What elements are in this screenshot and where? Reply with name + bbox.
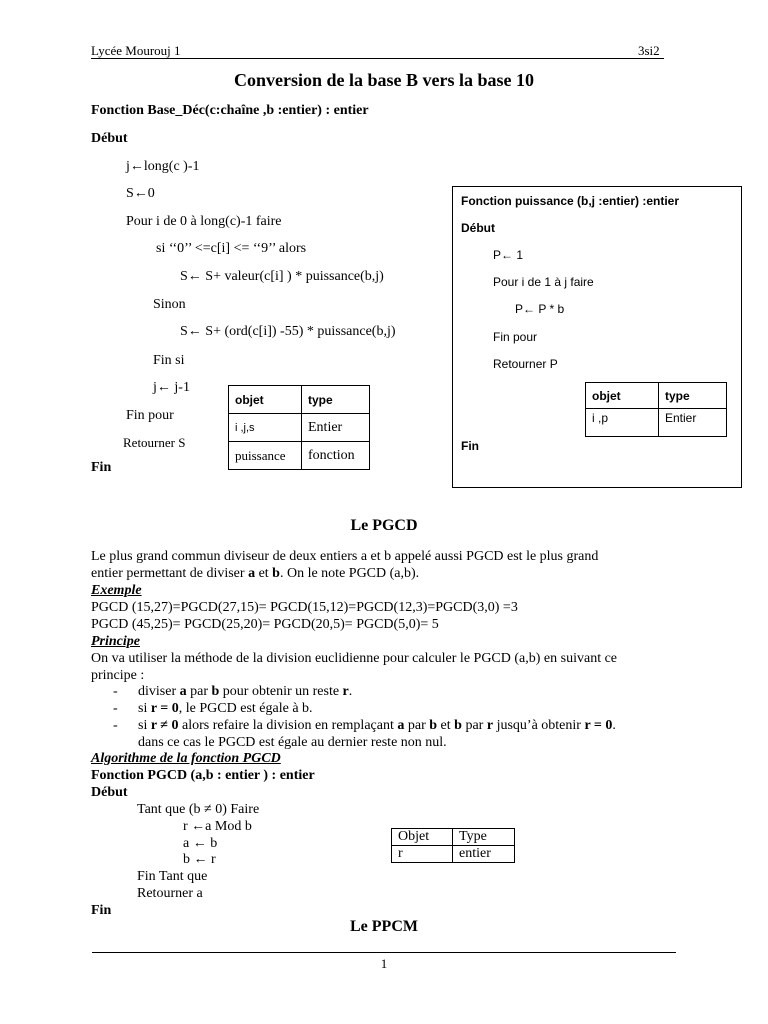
bullet-dash: - <box>113 718 118 733</box>
table-cell: i ,p <box>586 409 659 437</box>
footer-rule <box>92 952 676 953</box>
header-class: 3si2 <box>638 43 660 58</box>
page-number: 1 <box>380 956 388 971</box>
exemple-label: Exemple <box>91 583 142 598</box>
table-cell: fonction <box>302 442 370 470</box>
principe-line: On va utiliser la méthode de la division euclidienne pour calculer le PGCD (a,b) en suivant ce <box>91 651 618 666</box>
pgcd-line: Retourner a <box>137 886 203 901</box>
table-cell: puissance <box>229 442 302 470</box>
pgcd-debut: Début <box>91 785 128 800</box>
table-cell: entier <box>453 846 515 863</box>
bullet-item: diviser a par b pour obtenir un reste r. <box>138 684 353 699</box>
puissance-line: Retourner P <box>493 357 558 371</box>
algo-label: Algorithme de la fonction PGCD <box>91 751 281 766</box>
puissance-fin: Fin <box>461 439 479 453</box>
table-header: objet <box>229 386 302 414</box>
pgcd-line: Tant que (b ≠ 0) Faire <box>137 802 260 817</box>
bullet-dash: - <box>113 701 118 716</box>
pgcd-variables-table <box>391 828 515 863</box>
pgcd-fin: Fin <box>91 903 112 918</box>
page-title: Conversion de la base B vers la base 10 <box>233 70 534 90</box>
principe-line: principe : <box>91 668 145 683</box>
puissance-variables-table <box>585 382 727 437</box>
pgcd-line: r ←a Mod b <box>183 819 252 834</box>
puissance-line: P← P * b <box>515 302 565 316</box>
table-header: Objet <box>392 829 453 846</box>
pgcd-heading: Le PGCD <box>350 517 418 534</box>
base-dec-signature: Fonction Base_Déc(c:chaîne ,b :entier) : entier <box>91 103 369 118</box>
pgcd-signature: Fonction PGCD (a,b : entier ) : entier <box>91 768 315 783</box>
puissance-line: P← 1 <box>493 248 524 262</box>
header-school: Lycée Mourouj 1 <box>91 43 181 58</box>
pgcd-intro <box>91 548 691 684</box>
puissance-debut: Début <box>461 221 495 235</box>
bullet-continuation: dans ce cas le PGCD est égale au dernier reste non nul. <box>138 735 447 750</box>
base-dec-line: Fin si <box>153 353 185 368</box>
example-line: PGCD (15,27)=PGCD(27,15)= PGCD(15,12)=PGCD(12,3)=PGCD(3,0) =3 <box>91 600 518 615</box>
header-rule <box>91 58 664 59</box>
base-dec-line: S← S+ valeur(c[i] ) * puissance(b,j) <box>180 269 384 284</box>
base-dec-line: S←0 <box>126 186 155 201</box>
ppcm-heading: Le PPCM <box>350 918 418 935</box>
pgcd-line: Fin Tant que <box>137 869 208 884</box>
table-cell: r <box>392 846 453 863</box>
table-header: type <box>302 386 370 414</box>
table-header: Type <box>453 829 515 846</box>
puissance-signature: Fonction puissance (b,j :entier) :entier <box>461 194 680 208</box>
example-line: PGCD (45,25)= PGCD(25,20)= PGCD(20,5)= PGCD(5,0)= 5 <box>91 617 439 632</box>
puissance-line: Fin pour <box>493 330 538 344</box>
table-cell: Entier <box>659 409 727 437</box>
base-dec-line: si ‘‘0’’ <=c[i] <= ‘‘9’’ alors <box>156 241 307 256</box>
pgcd-intro-line: Le plus grand commun diviseur de deux entiers a et b appelé aussi PGCD est le plus grand <box>91 549 599 564</box>
pgcd-intro-line: entier permettant de diviser a et b. On le note PGCD (a,b). <box>91 566 420 581</box>
base-dec-line: j← j-1 <box>153 380 190 395</box>
table-header: objet <box>586 383 659 409</box>
table-header: type <box>659 383 727 409</box>
base-dec-fin: Fin <box>91 460 112 475</box>
base-dec-variables-table <box>228 385 370 470</box>
table-cell: Entier <box>302 414 370 442</box>
pgcd-line: b ← r <box>183 852 216 867</box>
base-dec-debut: Début <box>91 131 128 146</box>
base-dec-line: Retourner S <box>123 435 186 450</box>
principe-label: Principe <box>91 634 140 649</box>
pgcd-line: a ← b <box>183 836 218 851</box>
bullet-item: si r ≠ 0 alors refaire la division en remplaçant a par b et b par r jusqu’à obtenir r = 0. <box>138 718 616 733</box>
base-dec-line: Pour i de 0 à long(c)-1 faire <box>126 214 282 229</box>
bullet-dash: - <box>113 684 118 699</box>
base-dec-line: Sinon <box>153 297 186 312</box>
base-dec-line: j←long(c )-1 <box>126 159 200 174</box>
bullet-item: si r = 0, le PGCD est égale à b. <box>138 701 313 716</box>
table-cell: i ,j,s <box>229 414 302 442</box>
puissance-line: Pour i de 1 à j faire <box>493 275 594 289</box>
base-dec-line: S← S+ (ord(c[i]) -55) * puissance(b,j) <box>180 324 396 339</box>
base-dec-line: Fin pour <box>126 408 174 423</box>
